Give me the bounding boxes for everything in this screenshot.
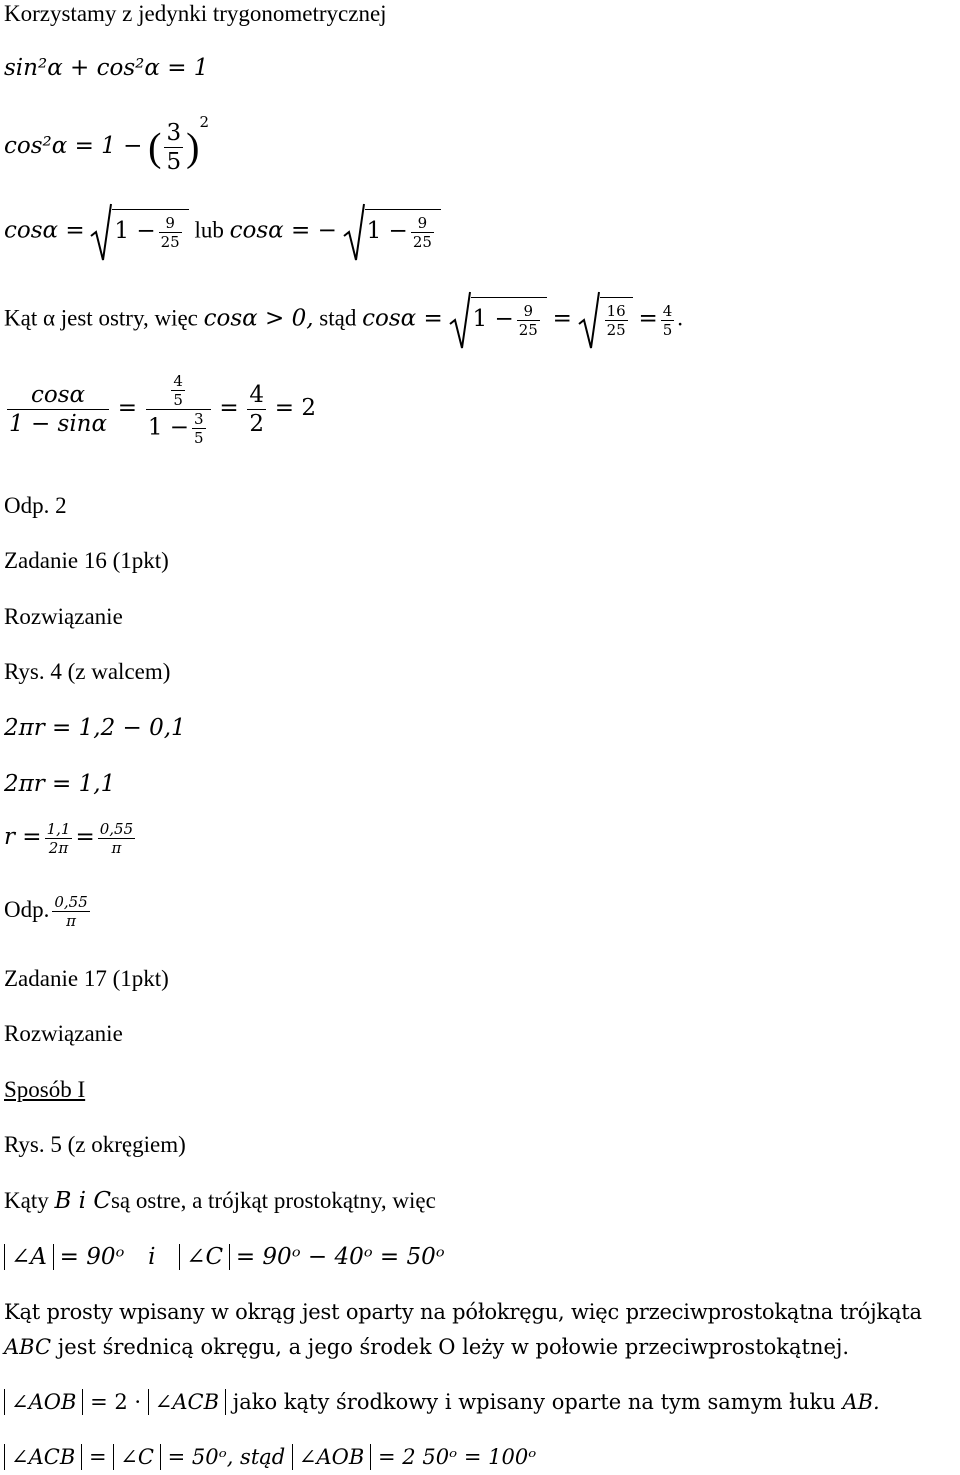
fraction-cos-over-1-minus-sin: $\frac{\cos\alpha}{1 - \sin\alpha}$ [9,382,108,437]
eq3-lhs: cosα = [4,217,85,244]
angle-aob-abs: ∠AOB [4,1389,83,1415]
angles-rest: są ostre, a trójkąt prostokątny, więc [110,1188,436,1213]
fraction-3-5: $\frac{3}{5}$ [166,120,182,176]
fraction-4-5: $\frac{4}{5}$ [662,301,673,339]
central-angle-relation [4,1388,880,1416]
answer-16 [4,893,93,930]
triangle-abc: ABC [4,1335,52,1359]
solution-label-17: Rozwiązanie [4,1021,123,1046]
radicand-1: 1 − $\frac{9}{25}$ [112,209,188,251]
equation-pythagorean-identity: sin²α + cos²α = 1 [4,55,209,81]
aob-explanation: jako kąty środkowy i wpisany oparte na tym samym łuku [232,1390,836,1414]
radicand-4 [600,297,633,339]
equals: = [219,394,239,421]
paragraph-line-1: Kąt prosty wpisany w okrąg jest oparty na półokręgu, więc przeciwprostokątna trójkąta [4,1300,922,1324]
right-paren: ) [186,124,200,170]
sqrt-icon [449,290,471,350]
angle-c-value: = 90ᵒ − 40ᵒ = 50ᵒ [235,1244,445,1270]
answer-15: Odp. 2 [4,493,67,518]
period: . [677,305,684,331]
left-paren: ( [148,124,162,170]
fraction-0-55-over-pi: $\frac{0,55}{\pi}$ [99,820,134,857]
angle-c-abs: ∠C [179,1244,230,1270]
equation-radius [4,820,138,857]
paragraph-line-2 [4,1333,849,1361]
answer-label: Odp. [4,896,50,922]
task-16-heading: Zadanie 16 (1pkt) [4,548,169,573]
fraction-4-2: $\frac{4}{2}$ [249,382,264,437]
equation-circumference-result: 2πr = 1,1 [4,771,116,797]
equals: = [638,305,658,332]
final-aob-value: = 2 50ᵒ = 100ᵒ [378,1445,537,1469]
final-result [4,1443,536,1471]
equation-cos-roots [4,202,441,262]
final-aob-abs: ∠AOB [292,1444,371,1470]
angle-acb-abs: ∠ACB [148,1389,226,1415]
equals: = [117,394,138,421]
equals: = [75,823,95,850]
arc-ab: AB. [842,1390,880,1414]
eq3-rhs: cosα = − [229,217,337,244]
result: = 2 [274,394,316,421]
fraction-1-1-over-2pi: $\frac{1,1}{2\pi}$ [46,820,71,857]
angles-values [4,1243,445,1271]
fraction-9-25: $\frac{9}{25}$ [412,213,432,251]
angle-a-value: = 90ᵒ [59,1244,125,1270]
method-1-label: Sposób I [4,1077,86,1102]
eq2-lhs: cos²α = 1 − [4,133,143,159]
fraction-16-25: $\frac{16}{25}$ [606,301,626,339]
paragraph-rest: jest średnicą okręgu, a jego środek O leży w połowie przeciwprostokątnej. [57,1335,850,1359]
fraction-9-25: $\frac{9}{25}$ [160,213,180,251]
equation-cos-squared [4,108,209,176]
eq4-lhs: cosα = [362,305,443,332]
angles-statement [4,1187,436,1215]
radius-lhs: r = [4,823,42,850]
exponent: 2 [199,113,209,131]
task-17-heading: Zadanie 17 (1pkt) [4,966,169,991]
eq4-condition: cosα > 0, [203,305,314,332]
final-c-abs: ∠C [113,1444,161,1470]
katy-word: Kąty [4,1188,49,1213]
sqrt-icon [90,202,112,262]
aob-equals: = 2 · [90,1390,142,1414]
final-acb-abs: ∠ACB [4,1444,82,1470]
sqrt-icon [578,290,600,350]
radicand-2: 1 − $\frac{9}{25}$ [365,209,441,251]
word-stad: stąd [319,305,357,331]
figure-5-caption: Rys. 5 (z okręgiem) [4,1132,186,1157]
conjunction-i: i [148,1244,156,1270]
fraction-answer: $\frac{0,55}{\pi}$ [54,893,88,930]
equals: = [552,305,572,332]
equation-cos-positive [4,290,683,350]
radicand-3: 1 − $\frac{9}{25}$ [471,297,547,339]
fraction-9-25: $\frac{9}{25}$ [518,301,538,339]
intro-text: Korzystamy z jedynki trygonometrycznej [4,1,387,26]
angle-a-abs: ∠A [4,1244,54,1270]
equation-ratio [4,372,316,447]
equation-circumference: 2πr = 1,2 − 0,1 [4,715,186,741]
final-c-value: = 50ᵒ, stąd [167,1445,286,1469]
word-lub: lub [194,217,224,243]
equals: = [88,1445,107,1469]
sqrt-icon [343,202,365,262]
solution-label-16: Rozwiązanie [4,604,123,629]
eq4-text: Kąt α jest ostry, więc [4,305,198,331]
figure-4-caption: Rys. 4 (z walcem) [4,659,171,684]
angles-b-c: B i C [54,1188,111,1214]
complex-fraction: $\frac{4}{5}$ 1 − $\frac{3}{5}$ [146,372,211,447]
